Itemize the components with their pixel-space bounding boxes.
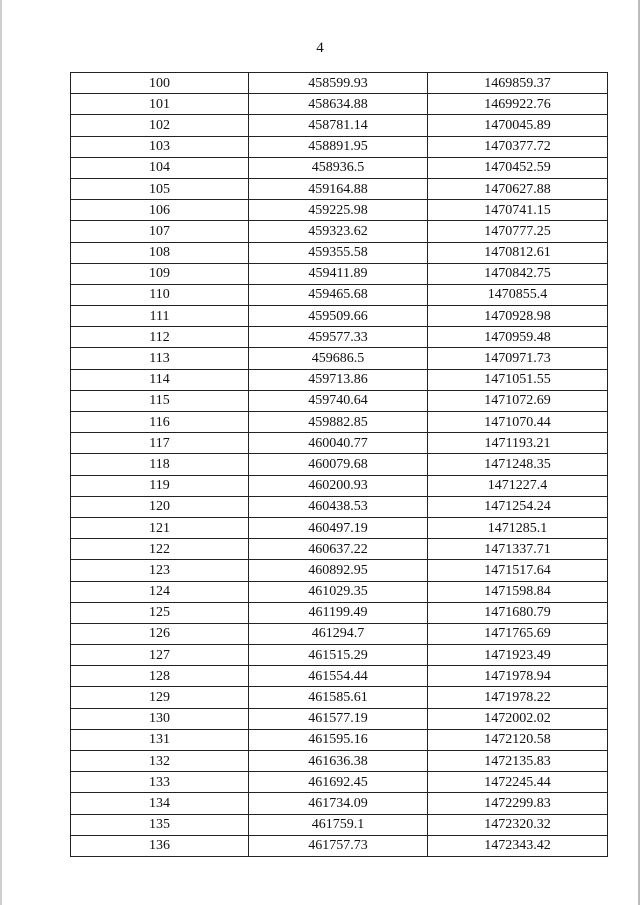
y-coordinate-cell: 1470452.59: [428, 157, 608, 178]
y-coordinate-cell: 1471248.35: [428, 454, 608, 475]
y-coordinate-cell: 1472320.32: [428, 814, 608, 835]
coordinates-table: [70, 72, 608, 857]
point-number-cell: 105: [71, 178, 249, 199]
x-coordinate-cell: 460040.77: [249, 433, 428, 454]
x-coordinate-cell: 459509.66: [249, 306, 428, 327]
table-row: [71, 73, 608, 94]
y-coordinate-cell: 1470928.98: [428, 306, 608, 327]
x-coordinate-cell: 459740.64: [249, 390, 428, 411]
x-coordinate-cell: 461294.7: [249, 623, 428, 644]
point-number-cell: 104: [71, 157, 249, 178]
y-coordinate-cell: 1470045.89: [428, 115, 608, 136]
table-row: [71, 602, 608, 623]
table-row: [71, 157, 608, 178]
y-coordinate-cell: 1470377.72: [428, 136, 608, 157]
point-number-cell: 115: [71, 390, 249, 411]
point-number-cell: 108: [71, 242, 249, 263]
x-coordinate-cell: 461554.44: [249, 666, 428, 687]
point-number-cell: 133: [71, 772, 249, 793]
y-coordinate-cell: 1471517.64: [428, 560, 608, 581]
table-row: [71, 581, 608, 602]
y-coordinate-cell: 1470741.15: [428, 200, 608, 221]
y-coordinate-cell: 1469859.37: [428, 73, 608, 94]
y-coordinate-cell: 1472002.02: [428, 708, 608, 729]
point-number-cell: 114: [71, 369, 249, 390]
point-number-cell: 112: [71, 327, 249, 348]
table-row: [71, 793, 608, 814]
x-coordinate-cell: 461757.73: [249, 835, 428, 856]
x-coordinate-cell: 461759.1: [249, 814, 428, 835]
x-coordinate-cell: 461734.09: [249, 793, 428, 814]
x-coordinate-cell: 459411.89: [249, 263, 428, 284]
x-coordinate-cell: 458891.95: [249, 136, 428, 157]
table-row: [71, 751, 608, 772]
x-coordinate-cell: 460892.95: [249, 560, 428, 581]
x-coordinate-cell: 460438.53: [249, 496, 428, 517]
table-row: [71, 708, 608, 729]
table-row: [71, 263, 608, 284]
x-coordinate-cell: 461692.45: [249, 772, 428, 793]
table-row: [71, 645, 608, 666]
y-coordinate-cell: 1472343.42: [428, 835, 608, 856]
y-coordinate-cell: 1471598.84: [428, 581, 608, 602]
x-coordinate-cell: 461636.38: [249, 751, 428, 772]
y-coordinate-cell: 1471254.24: [428, 496, 608, 517]
y-coordinate-cell: 1469922.76: [428, 94, 608, 115]
table-row: [71, 687, 608, 708]
y-coordinate-cell: 1472120.58: [428, 729, 608, 750]
y-coordinate-cell: 1471051.55: [428, 369, 608, 390]
x-coordinate-cell: 459465.68: [249, 284, 428, 305]
table-row: [71, 136, 608, 157]
point-number-cell: 102: [71, 115, 249, 136]
x-coordinate-cell: 459882.85: [249, 412, 428, 433]
table-row: [71, 200, 608, 221]
x-coordinate-cell: 461199.49: [249, 602, 428, 623]
scan-left-edge: [0, 0, 2, 905]
table-row: [71, 454, 608, 475]
point-number-cell: 121: [71, 517, 249, 538]
x-coordinate-cell: 459686.5: [249, 348, 428, 369]
point-number-cell: 130: [71, 708, 249, 729]
point-number-cell: 106: [71, 200, 249, 221]
x-coordinate-cell: 461029.35: [249, 581, 428, 602]
point-number-cell: 132: [71, 751, 249, 772]
x-coordinate-cell: 459713.86: [249, 369, 428, 390]
table-row: [71, 390, 608, 411]
x-coordinate-cell: 459323.62: [249, 221, 428, 242]
x-coordinate-cell: 461515.29: [249, 645, 428, 666]
table-row: [71, 242, 608, 263]
point-number-cell: 127: [71, 645, 249, 666]
table-row: [71, 94, 608, 115]
table-row: [71, 560, 608, 581]
table-row: [71, 348, 608, 369]
x-coordinate-cell: 460497.19: [249, 517, 428, 538]
x-coordinate-cell: 458634.88: [249, 94, 428, 115]
y-coordinate-cell: 1471285.1: [428, 517, 608, 538]
table-row: [71, 475, 608, 496]
y-coordinate-cell: 1470842.75: [428, 263, 608, 284]
point-number-cell: 107: [71, 221, 249, 242]
y-coordinate-cell: 1471978.94: [428, 666, 608, 687]
point-number-cell: 124: [71, 581, 249, 602]
table-row: [71, 729, 608, 750]
point-number-cell: 119: [71, 475, 249, 496]
point-number-cell: 123: [71, 560, 249, 581]
table-row: [71, 772, 608, 793]
table-row: [71, 666, 608, 687]
point-number-cell: 128: [71, 666, 249, 687]
y-coordinate-cell: 1472299.83: [428, 793, 608, 814]
table-row: [71, 306, 608, 327]
table-row: [71, 178, 608, 199]
table-row: [71, 623, 608, 644]
y-coordinate-cell: 1470627.88: [428, 178, 608, 199]
y-coordinate-cell: 1470777.25: [428, 221, 608, 242]
point-number-cell: 126: [71, 623, 249, 644]
x-coordinate-cell: 459225.98: [249, 200, 428, 221]
y-coordinate-cell: 1470812.61: [428, 242, 608, 263]
y-coordinate-cell: 1472135.83: [428, 751, 608, 772]
point-number-cell: 134: [71, 793, 249, 814]
table-row: [71, 115, 608, 136]
table-row: [71, 412, 608, 433]
x-coordinate-cell: 460200.93: [249, 475, 428, 496]
point-number-cell: 122: [71, 539, 249, 560]
table-row: [71, 284, 608, 305]
x-coordinate-cell: 459355.58: [249, 242, 428, 263]
table-row: [71, 221, 608, 242]
y-coordinate-cell: 1471680.79: [428, 602, 608, 623]
y-coordinate-cell: 1471227.4: [428, 475, 608, 496]
table-row: [71, 369, 608, 390]
y-coordinate-cell: 1471923.49: [428, 645, 608, 666]
page-number: 4: [316, 40, 324, 56]
y-coordinate-cell: 1472245.44: [428, 772, 608, 793]
y-coordinate-cell: 1470971.73: [428, 348, 608, 369]
point-number-cell: 111: [71, 306, 249, 327]
point-number-cell: 135: [71, 814, 249, 835]
table-row: [71, 539, 608, 560]
table-row: [71, 496, 608, 517]
point-number-cell: 136: [71, 835, 249, 856]
x-coordinate-cell: 460079.68: [249, 454, 428, 475]
point-number-cell: 100: [71, 73, 249, 94]
table-row: [71, 433, 608, 454]
table-row: [71, 814, 608, 835]
y-coordinate-cell: 1471765.69: [428, 623, 608, 644]
x-coordinate-cell: 460637.22: [249, 539, 428, 560]
point-number-cell: 103: [71, 136, 249, 157]
y-coordinate-cell: 1471193.21: [428, 433, 608, 454]
table-row: [71, 327, 608, 348]
y-coordinate-cell: 1471070.44: [428, 412, 608, 433]
x-coordinate-cell: 459164.88: [249, 178, 428, 199]
y-coordinate-cell: 1471337.71: [428, 539, 608, 560]
x-coordinate-cell: 461585.61: [249, 687, 428, 708]
coordinates-table-body: [71, 73, 608, 857]
point-number-cell: 118: [71, 454, 249, 475]
point-number-cell: 101: [71, 94, 249, 115]
point-number-cell: 125: [71, 602, 249, 623]
y-coordinate-cell: 1470959.48: [428, 327, 608, 348]
point-number-cell: 110: [71, 284, 249, 305]
point-number-cell: 116: [71, 412, 249, 433]
table-row: [71, 835, 608, 856]
y-coordinate-cell: 1470855.4: [428, 284, 608, 305]
x-coordinate-cell: 458599.93: [249, 73, 428, 94]
table-row: [71, 517, 608, 538]
point-number-cell: 113: [71, 348, 249, 369]
point-number-cell: 109: [71, 263, 249, 284]
x-coordinate-cell: 461595.16: [249, 729, 428, 750]
y-coordinate-cell: 1471072.69: [428, 390, 608, 411]
point-number-cell: 129: [71, 687, 249, 708]
point-number-cell: 120: [71, 496, 249, 517]
point-number-cell: 117: [71, 433, 249, 454]
y-coordinate-cell: 1471978.22: [428, 687, 608, 708]
x-coordinate-cell: 459577.33: [249, 327, 428, 348]
point-number-cell: 131: [71, 729, 249, 750]
x-coordinate-cell: 461577.19: [249, 708, 428, 729]
x-coordinate-cell: 458781.14: [249, 115, 428, 136]
x-coordinate-cell: 458936.5: [249, 157, 428, 178]
